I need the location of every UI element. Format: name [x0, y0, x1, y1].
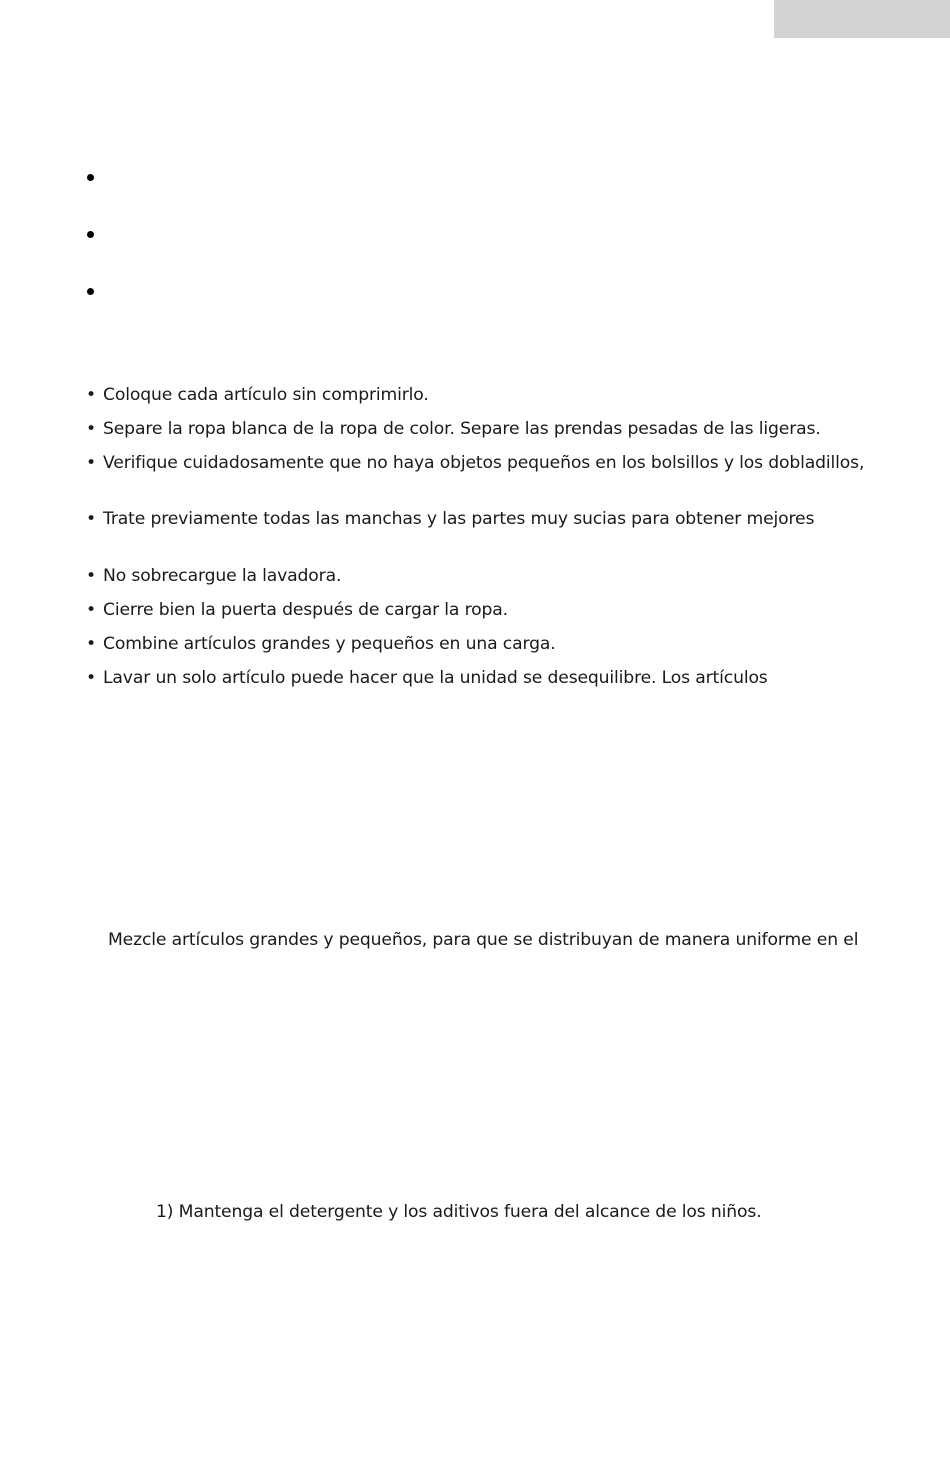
- list-item: • Coloque cada artículo sin comprimirlo.: [86, 385, 429, 405]
- bullet-icon: •: [86, 668, 96, 688]
- empty-bullet-2: [87, 231, 94, 238]
- list-item: • Cierre bien la puerta después de cargar la ropa.: [86, 600, 508, 620]
- list-item: • No sobrecargue la lavadora.: [86, 566, 342, 586]
- bullet-icon: •: [86, 634, 96, 654]
- list-item: • Trate previamente todas las manchas y las partes muy sucias para obtener mejores: [86, 509, 815, 529]
- bullet-icon: •: [86, 453, 96, 473]
- page-corner-tab: [774, 0, 950, 38]
- bullet-icon: •: [86, 385, 96, 405]
- list-item: • Separe la ropa blanca de la ropa de color. Separe las prendas pesadas de las ligeras.: [86, 419, 821, 439]
- detergent-note: 1) Mantenga el detergente y los aditivos fuera del alcance de los niños.: [156, 1202, 762, 1222]
- bullet-icon: •: [86, 509, 96, 529]
- empty-bullet-1: [87, 174, 94, 181]
- list-item: • Verifique cuidadosamente que no haya objetos pequeños en los bolsillos y los dobladillos,: [86, 453, 865, 473]
- mixing-note: Mezcle artículos grandes y pequeños, para que se distribuyan de manera uniforme en el: [108, 930, 859, 950]
- bullet-icon: •: [86, 600, 96, 620]
- list-item: • Combine artículos grandes y pequeños en una carga.: [86, 634, 556, 654]
- empty-bullet-3: [87, 288, 94, 295]
- bullet-icon: •: [86, 419, 96, 439]
- list-item: • Lavar un solo artículo puede hacer que la unidad se desequilibre. Los artículos: [86, 668, 768, 688]
- bullet-icon: •: [86, 566, 96, 586]
